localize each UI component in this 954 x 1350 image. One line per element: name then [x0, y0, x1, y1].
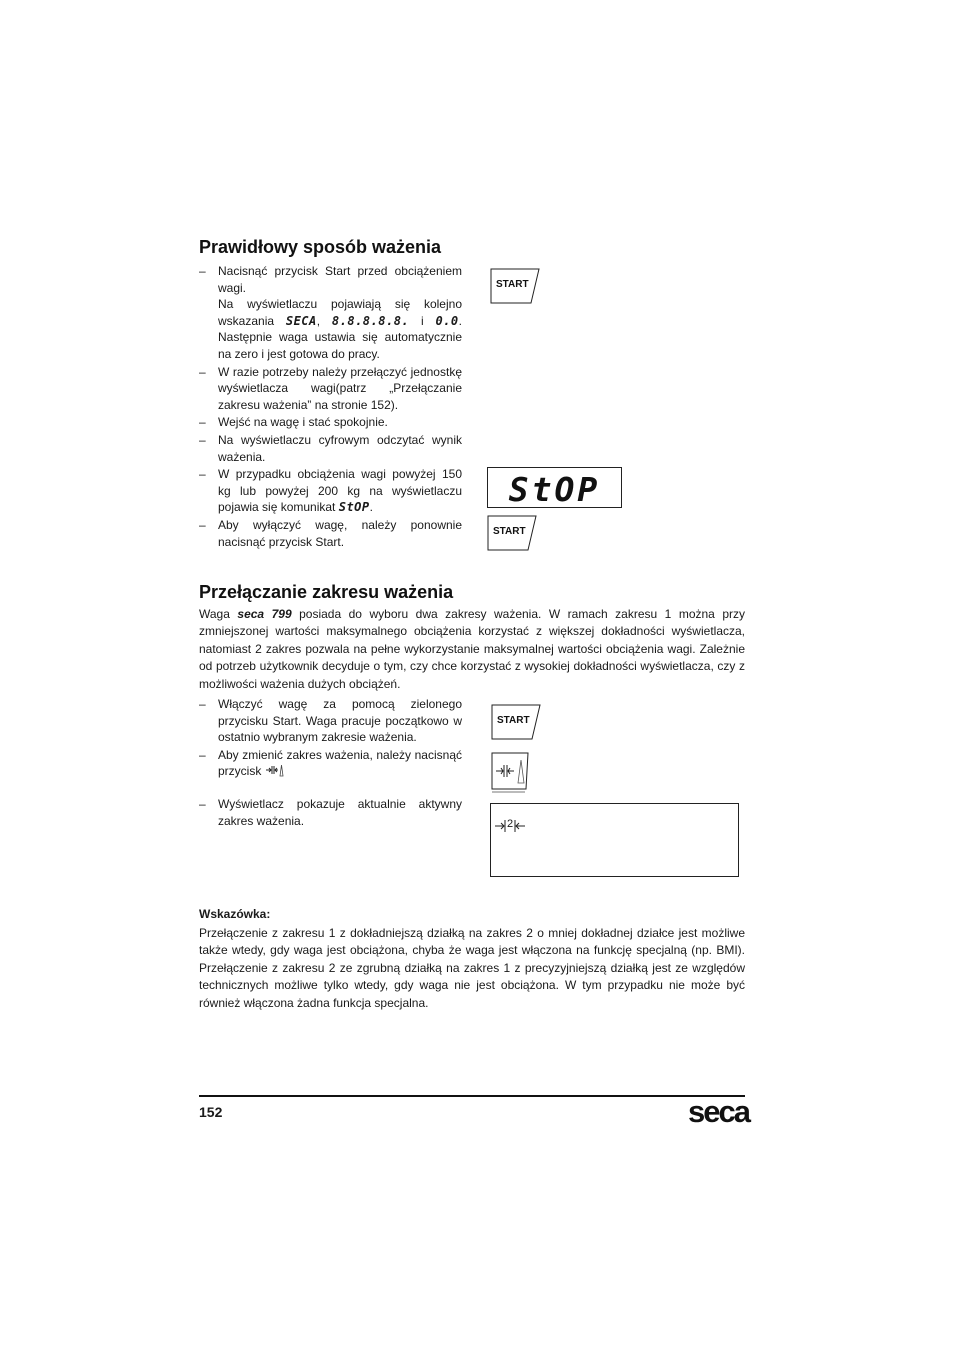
list-dash: –: [199, 467, 206, 482]
lcd-readout: StOP: [508, 470, 601, 509]
list-dash: –: [199, 697, 206, 711]
list-dash: –: [199, 517, 206, 532]
range-arrow-out-icon: [514, 819, 528, 833]
start-key-label: START: [496, 279, 529, 290]
segment-readout-stop: StOP: [338, 500, 370, 515]
lcd-display-stop: [487, 467, 622, 508]
weighing-steps-list: [199, 263, 462, 551]
start-button-illustration: [491, 704, 541, 738]
list-dash: –: [199, 364, 206, 379]
list-item: [199, 517, 462, 550]
start-key-label: START: [497, 715, 530, 726]
step-text: Aby wyłączyć wagę, należy ponownie nacisnąć przycisk Start.: [218, 517, 462, 549]
list-dash: –: [199, 415, 206, 430]
list-item: [199, 364, 462, 414]
seca-logo: seca: [688, 1094, 749, 1129]
range-indicator-display: [490, 803, 739, 877]
step-text-display-sequence: Na wyświetlaczu pojawiają się kolejno wskazania SECA, 8.8.8.8.8. i 0.0. Następnie waga ustawia się automatycznie na zero i jest gotowa do pracy.: [218, 297, 462, 361]
segment-readout-test: 8.8.8.8.8.: [331, 313, 410, 328]
list-dash: –: [199, 264, 206, 278]
range-arrow-in-icon: [495, 819, 507, 833]
range-steps-list: [199, 696, 462, 830]
segment-readout-zero: 0.0: [435, 313, 459, 328]
step-text: Na wyświetlaczu cyfrowym odczytać wynik ważenia.: [218, 432, 462, 464]
step-text: Nacisnąć przycisk Start przed obciążeniem wagi.: [218, 264, 462, 295]
list-item: [199, 696, 462, 746]
step-text: Włączyć wagę za pomocą zielonego przycisku Start. Waga pracuje początkowo w ostatnio wybranym zakresie ważenia.: [218, 697, 462, 745]
list-item: [199, 796, 462, 829]
range-toggle-key-icon: [491, 752, 529, 794]
page-number: 152: [199, 1104, 223, 1120]
step-text: W przypadku obciążenia wagi powyżej 150 kg lub powyżej 200 kg na wyświetlaczu pojawia się komunikat StOP.: [218, 467, 462, 515]
step-text: Aby zmienić zakres ważenia, należy nacisnąć przycisk: [218, 747, 462, 779]
section-title-range-switching: Przełączanie zakresu ważenia: [199, 582, 454, 602]
step-text: W razie potrzeby należy przełączyć jednostkę wyświetlacza wagi(patrz „Przełączanie zakresu ważenia” na stronie 152).: [218, 364, 462, 412]
step-text: Wyświetlacz pokazuje aktualnie aktywny zakres ważenia.: [218, 796, 462, 828]
section-title-correct-weighing: Prawidłowy sposób ważenia: [199, 237, 442, 257]
range-indicator: [495, 818, 535, 834]
list-dash: –: [199, 796, 206, 811]
range-toggle-inline-icon: [265, 763, 285, 777]
list-dash: –: [199, 747, 206, 762]
list-item: [199, 747, 462, 780]
list-item: [199, 263, 462, 363]
list-item: [199, 466, 462, 516]
start-button-illustration: [487, 515, 537, 549]
model-name: seca 799: [237, 607, 292, 621]
note-text: Przełączenie z zakresu 1 z dokładniejszą działką na zakres 2 o mniej dokładnej działce jest możliwe także wtedy, gdy waga jest obciążona, chyba że waga jest włączona na funkcję specjalną (np. BMI). Przełączenie z zakresu 2 ze zgrubną działką na zakres 1 z precyzyjniejszą działką jest ze względów technicznych możliwe tylko wtedy, gdy waga nie jest obciążona. W tym przypadku nie może być również włączona żadna funkcja specjalna.: [199, 926, 745, 1010]
range-digit: 2: [507, 818, 514, 830]
start-button-illustration: [490, 268, 540, 302]
range-toggle-key-illustration: [491, 752, 529, 794]
step-text: Wejść na wagę i stać spokojnie.: [218, 415, 388, 430]
range-intro-paragraph: Waga seca 799 posiada do wyboru dwa zakresy ważenia. W ramach zakresu 1 można przy zmniejszonej wartości maksymalnego obciążenia korzystać z większej dokładności wyświetlacza, natomiast 2 zakres pozwala na pełne wykorzystanie maksymalnej wartości obciążenia wagi. Zależnie od potrzeb użytkownik decyduje o tym, czy chce korzystać z wysokiej dokładności wyświetlacza, czy z możliwości ważenia dużych obciążeń.: [199, 607, 745, 691]
list-item: [199, 414, 462, 431]
start-key-label: START: [493, 526, 526, 537]
list-dash: –: [199, 432, 206, 447]
note-heading: Wskazówka:: [199, 907, 271, 921]
segment-readout-seca: SECA: [285, 313, 317, 328]
list-item: [199, 432, 462, 465]
footer-rule: [199, 1095, 745, 1097]
